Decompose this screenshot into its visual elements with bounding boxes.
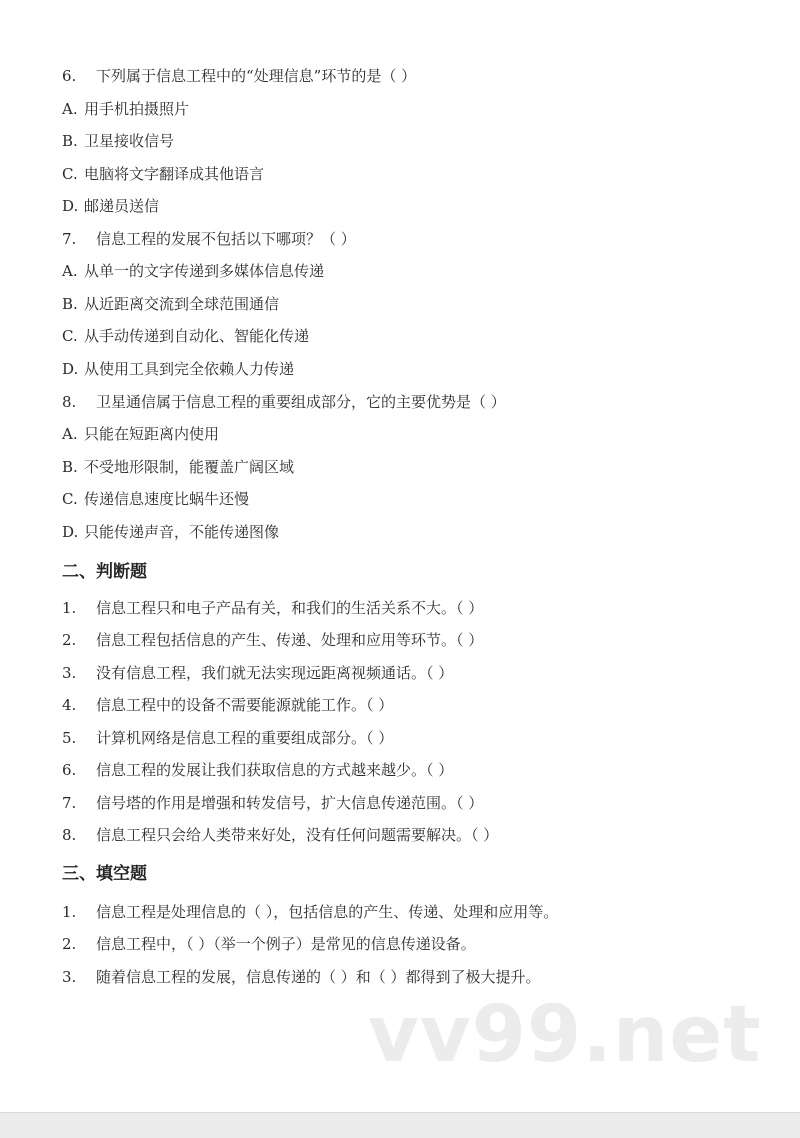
question-8-option-d [62,522,279,542]
question-7-option-a [62,261,324,281]
option-letter: A. [62,100,78,118]
item-number: 1. [62,599,77,617]
item-number: 3. [62,664,77,682]
judge-item [62,760,453,780]
item-number: 7. [62,794,77,812]
option-letter: C. [62,490,78,508]
item-text: 信息工程只和电子产品有关，和我们的生活关系不大。（ ） [96,599,484,617]
question-text: 卫星通信属于信息工程的重要组成部分，它的主要优势是（ ） [96,393,506,411]
option-text: 卫星接收信号 [84,132,175,150]
question-number: 8. [62,393,77,411]
item-number: 5. [62,729,77,747]
option-text: 只能传递声音，不能传递图像 [84,523,280,541]
question-7-option-d [62,359,294,379]
item-text: 信息工程包括信息的产生、传递、处理和应用等环节。（ ） [96,631,484,649]
question-text: 信息工程的发展不包括以下哪项？（ ） [96,230,356,248]
option-letter: D. [62,523,79,541]
section-heading-fill: 三、填空题 [62,864,147,884]
question-6-stem [62,66,416,86]
watermark: vv99.net [368,990,762,1080]
question-6-option-a [62,99,189,119]
item-text: 计算机网络是信息工程的重要组成部分。（ ） [96,729,394,747]
item-number: 6. [62,761,77,779]
question-6-option-c [62,164,264,184]
item-number: 8. [62,826,77,844]
item-number: 3. [62,968,77,986]
page-bottom-bar [0,1112,800,1138]
item-number: 2. [62,631,77,649]
judge-item [62,825,498,845]
option-letter: A. [62,425,78,443]
item-text: 信息工程的发展让我们获取信息的方式越来越少。（ ） [96,761,454,779]
option-text: 从手动传递到自动化、智能化传递 [84,327,310,345]
question-7-stem [62,229,356,249]
item-text: 信息工程只会给人类带来好处，没有任何问题需要解决。（ ） [96,826,499,844]
question-7-option-c [62,326,309,346]
option-letter: B. [62,458,78,476]
option-text: 电脑将文字翻译成其他语言 [84,165,265,183]
question-8-option-a [62,424,219,444]
item-number: 4. [62,696,77,714]
judge-item [62,793,483,813]
judge-item [62,663,453,683]
item-text: 信号塔的作用是增强和转发信号，扩大信息传递范围。（ ） [96,794,484,812]
question-8-option-b [62,457,294,477]
section-heading-judge: 二、判断题 [62,562,147,582]
option-text: 用手机拍摄照片 [84,100,190,118]
item-number: 2. [62,935,77,953]
judge-item [62,728,393,748]
judge-item [62,630,483,650]
question-number: 7. [62,230,77,248]
item-number: 1. [62,903,77,921]
option-text: 从近距离交流到全球范围通信 [84,295,280,313]
option-letter: C. [62,327,78,345]
option-letter: D. [62,197,79,215]
question-8-option-c [62,489,249,509]
fill-item [62,902,558,922]
fill-item [62,967,541,987]
item-text: 信息工程中，（ ）（举一个例子）是常见的信息传递设备。 [96,935,476,953]
question-8-stem [62,392,506,412]
option-text: 不受地形限制，能覆盖广阔区域 [84,458,295,476]
judge-item [62,695,393,715]
option-text: 只能在短距离内使用 [84,425,220,443]
question-6-option-d [62,196,159,216]
option-letter: D. [62,360,79,378]
option-letter: C. [62,165,78,183]
option-letter: A. [62,262,78,280]
question-text: 下列属于信息工程中的“处理信息”环节的是（ ） [96,67,417,85]
question-7-option-b [62,294,279,314]
item-text: 信息工程中的设备不需要能源就能工作。（ ） [96,696,394,714]
option-text: 从使用工具到完全依赖人力传递 [84,360,295,378]
question-number: 6. [62,67,77,85]
item-text: 没有信息工程，我们就无法实现远距离视频通话。（ ） [96,664,454,682]
question-6-option-b [62,131,174,151]
option-text: 传递信息速度比蜗牛还慢 [84,490,250,508]
item-text: 信息工程是处理信息的（ ），包括信息的产生、传递、处理和应用等。 [96,903,559,921]
item-text: 随着信息工程的发展，信息传递的（ ）和（ ）都得到了极大提升。 [96,968,541,986]
option-text: 从单一的文字传递到多媒体信息传递 [84,262,325,280]
fill-item [62,934,476,954]
option-letter: B. [62,295,78,313]
option-letter: B. [62,132,78,150]
judge-item [62,598,483,618]
option-text: 邮递员送信 [84,197,160,215]
